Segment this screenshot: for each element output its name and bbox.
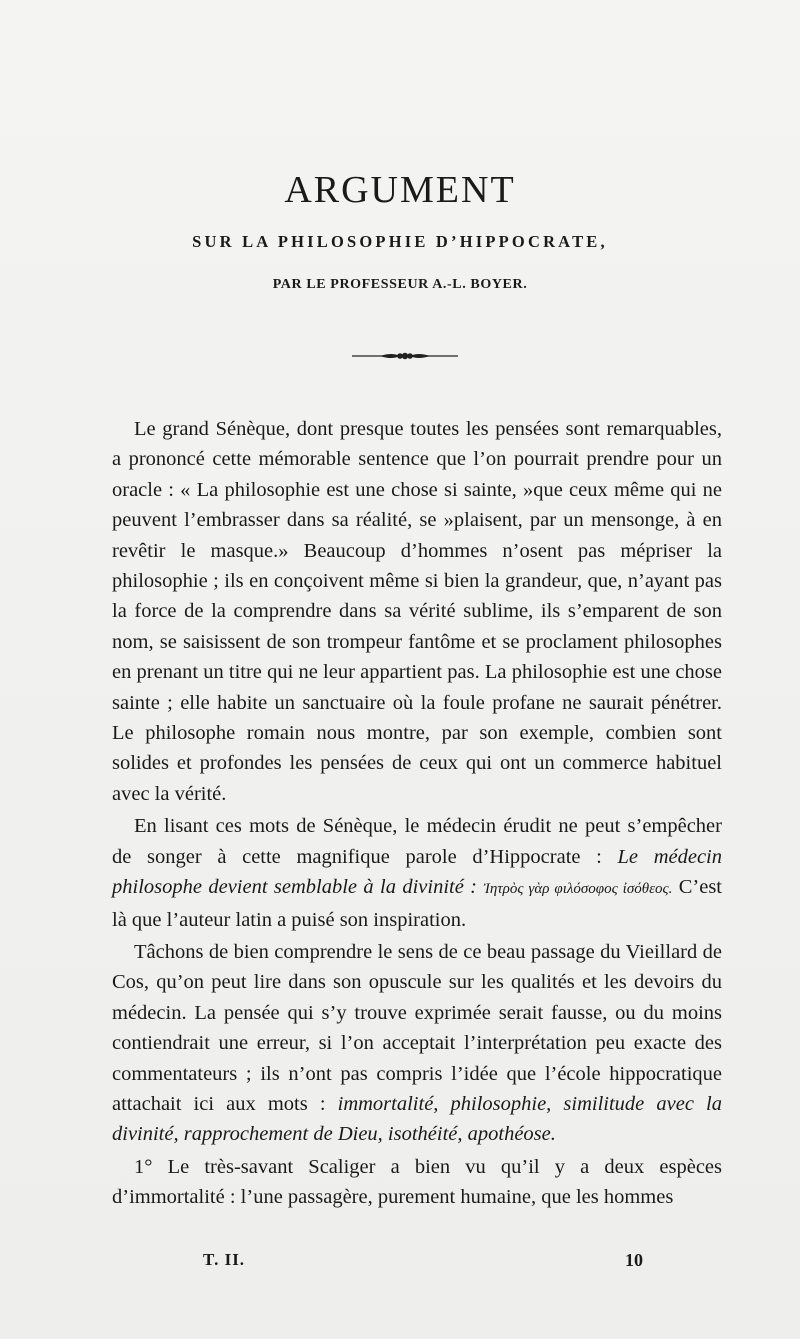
paragraph-2: [112, 811, 722, 935]
subtitle: SUR LA PHILOSOPHIE D’HIPPOCRATE,: [192, 232, 608, 251]
author-line: PAR LE PROFESSEUR A.-L. BOYER.: [272, 277, 528, 292]
key-terms: immortalité, philosophie, similitude avec la divinité, rapprochement de Dieu, isothéité, apothéose.: [112, 1092, 722, 1146]
volume-label: T. II.: [203, 1250, 246, 1269]
greek-quote: Ἰητρὸς γὰρ φιλόσοφος ἰσόθεος.: [483, 881, 673, 898]
paragraph-2-end: C’est là que l’auteur latin a puisé son inspiration.: [112, 876, 723, 931]
page-title: ARGUMENT: [284, 169, 516, 211]
paragraph-3-text: Tâchons de bien comprendre le sens de ce beau passage du Vieillard de Cos, qu’on peut lire dans son opuscule sur les qualités et les devoirs du médecin. La pensée qui s’y trouve exprimée serait fausse, ou du moins contiendrait une erreur, si l’on acceptait l’interprétation peu exacte des commentateurs ; ils n’ont pas compris l’idée que l’école hippocratique attachait ici aux mots :: [112, 940, 722, 1115]
ornament-divider: [350, 349, 460, 363]
paragraph-2-text: En lisant ces mots de Sénèque, le médecin érudit ne peut s’empêcher de songer à cette magnifique parole d’Hippocrate :: [112, 815, 722, 868]
hippocrates-quote: Le médecin philosophe devient semblable à la divinité :: [112, 845, 722, 899]
page-number: 10: [625, 1250, 643, 1270]
body-text: [112, 414, 722, 1213]
paragraph-1: Le grand Sénèque, dont presque toutes les pensées sont remarquables, a prononcé cette mémorable sentence que l’on pourrait prendre pour un oracle : « La philosophie est une chose si sainte, »que ceux même qui ne peuvent l’embrasser dans sa réalité, se »plaisent, par un mensonge, à en revêtir le masque.» Beaucoup d’hommes n’osent pas mépriser la philosophie ; ils en conçoivent même si bien la grandeur, que, n’ayant pas la force de la comprendre dans sa vérité sublime, ils s’emparent de son nom, se saisissent de son trompeur fantôme et se proclament philosophes en prenant un titre qui ne leur appartient pas. La philosophie est une chose sainte ; elle habite un sanctuaire où la foule profane ne saurait pénétrer. Le philosophe romain nous montre, par son exemple, combien sont solides et profondes les pensées de ceux qui ont un commerce habituel avec la vérité.: [112, 418, 722, 805]
paragraph-4: 1° Le très-savant Scaliger a bien vu qu’il y a deux espèces d’immortalité : l’une passagère, purement humaine, que les hommes: [112, 1155, 722, 1209]
paragraph-3: [112, 937, 722, 1150]
